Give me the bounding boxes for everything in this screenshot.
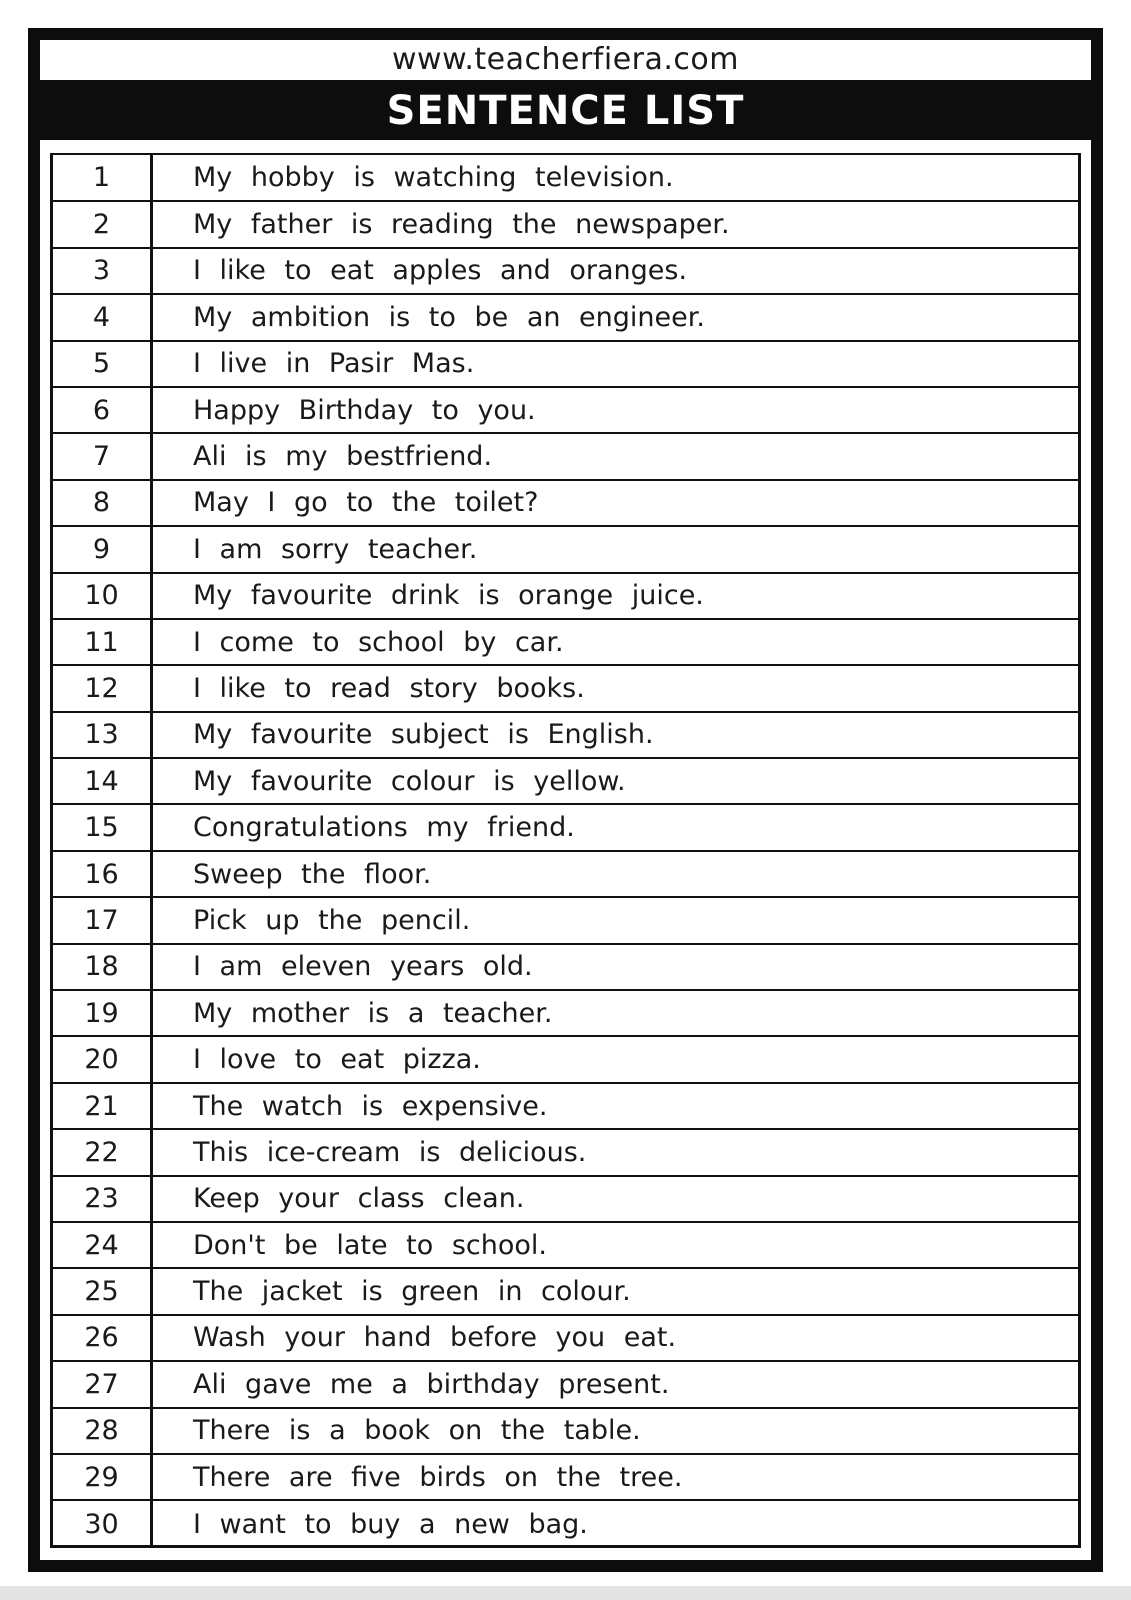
row-number: 28 [53, 1408, 152, 1454]
table-row [53, 248, 1078, 294]
sentence-text: Keep your class clean. [152, 1176, 1079, 1222]
table-row [53, 804, 1078, 850]
table-row [53, 1408, 1078, 1454]
sentence-text: My favourite subject is English. [152, 712, 1079, 758]
sentence-text: My favourite drink is orange juice. [152, 573, 1079, 619]
sentence-table [53, 155, 1078, 1547]
table-row [53, 665, 1078, 711]
row-number: 8 [53, 480, 152, 526]
sentence-text: Wash your hand before you eat. [152, 1315, 1079, 1361]
table-row [53, 1454, 1078, 1500]
row-number: 10 [53, 573, 152, 619]
row-number: 5 [53, 341, 152, 387]
worksheet-page [28, 28, 1103, 1572]
website-url: www.teacherfiera.com [392, 42, 739, 77]
page-title: SENTENCE LIST [28, 80, 1103, 140]
row-number: 6 [53, 387, 152, 433]
sentence-text: My hobby is watching television. [152, 155, 1079, 201]
table-row [53, 387, 1078, 433]
sentence-text: My favourite colour is yellow. [152, 758, 1079, 804]
sentence-text: I come to school by car. [152, 619, 1079, 665]
row-number: 11 [53, 619, 152, 665]
sentence-text: I like to eat apples and oranges. [152, 248, 1079, 294]
row-number: 18 [53, 944, 152, 990]
table-row [53, 1315, 1078, 1361]
table-row [53, 1500, 1078, 1546]
sentence-text: Pick up the pencil. [152, 897, 1079, 943]
table-row [53, 758, 1078, 804]
table-row [53, 619, 1078, 665]
sentence-text: There is a book on the table. [152, 1408, 1079, 1454]
sentence-text: I am eleven years old. [152, 944, 1079, 990]
row-number: 25 [53, 1268, 152, 1314]
row-number: 15 [53, 804, 152, 850]
table-row [53, 155, 1078, 201]
table-row [53, 990, 1078, 1036]
row-number: 9 [53, 526, 152, 572]
sentence-text: Congratulations my friend. [152, 804, 1079, 850]
table-row [53, 294, 1078, 340]
sentence-text: Ali is my bestfriend. [152, 433, 1079, 479]
row-number: 16 [53, 851, 152, 897]
row-number: 2 [53, 201, 152, 247]
sentence-text: May I go to the toilet? [152, 480, 1079, 526]
row-number: 24 [53, 1222, 152, 1268]
sentence-text: My father is reading the newspaper. [152, 201, 1079, 247]
row-number: 3 [53, 248, 152, 294]
sentence-text: My mother is a teacher. [152, 990, 1079, 1036]
table-row [53, 433, 1078, 479]
sentence-text: I like to read story books. [152, 665, 1079, 711]
row-number: 17 [53, 897, 152, 943]
sentence-text: There are five birds on the tree. [152, 1454, 1079, 1500]
row-number: 22 [53, 1129, 152, 1175]
row-number: 4 [53, 294, 152, 340]
row-number: 19 [53, 990, 152, 1036]
table-row [53, 851, 1078, 897]
table-row [53, 1083, 1078, 1129]
row-number: 23 [53, 1176, 152, 1222]
row-number: 13 [53, 712, 152, 758]
row-number: 21 [53, 1083, 152, 1129]
row-number: 26 [53, 1315, 152, 1361]
table-row [53, 944, 1078, 990]
sentence-text: I want to buy a new bag. [193, 1508, 588, 1540]
table-row [53, 712, 1078, 758]
sentence-text: I am sorry teacher. [152, 526, 1079, 572]
table-row [53, 1361, 1078, 1407]
sentence-text: I live in Pasir Mas. [152, 341, 1079, 387]
table-row [53, 1176, 1078, 1222]
table-row [53, 526, 1078, 572]
table-row [53, 480, 1078, 526]
table-row [53, 1036, 1078, 1082]
row-number: 29 [53, 1454, 152, 1500]
row-number: 30 [53, 1500, 152, 1546]
table-row [53, 1268, 1078, 1314]
row-number: 27 [53, 1361, 152, 1407]
sentence-text: My ambition is to be an engineer. [152, 294, 1079, 340]
sentence-text: I love to eat pizza. [152, 1036, 1079, 1082]
sentence-text: Happy Birthday to you. [152, 387, 1079, 433]
sentence-rows [53, 155, 1078, 1547]
row-number: 14 [53, 758, 152, 804]
page-edge-strip [0, 1586, 1131, 1600]
table-row [53, 201, 1078, 247]
table-row [53, 1222, 1078, 1268]
row-number: 1 [53, 155, 152, 201]
row-number: 12 [53, 665, 152, 711]
sentence-text: The jacket is green in colour. [152, 1268, 1079, 1314]
sentence-text: Ali gave me a birthday present. [152, 1361, 1079, 1407]
sentence-text: This ice-cream is delicious. [152, 1129, 1079, 1175]
sentence-text: Sweep the floor. [152, 851, 1079, 897]
row-number: 20 [53, 1036, 152, 1082]
sentence-table-frame [50, 153, 1081, 1548]
table-row [53, 573, 1078, 619]
row-number: 7 [53, 433, 152, 479]
table-row [53, 1129, 1078, 1175]
sentence-text: The watch is expensive. [152, 1083, 1079, 1129]
sentence-text: Don't be late to school. [152, 1222, 1079, 1268]
table-row [53, 897, 1078, 943]
table-row [53, 341, 1078, 387]
